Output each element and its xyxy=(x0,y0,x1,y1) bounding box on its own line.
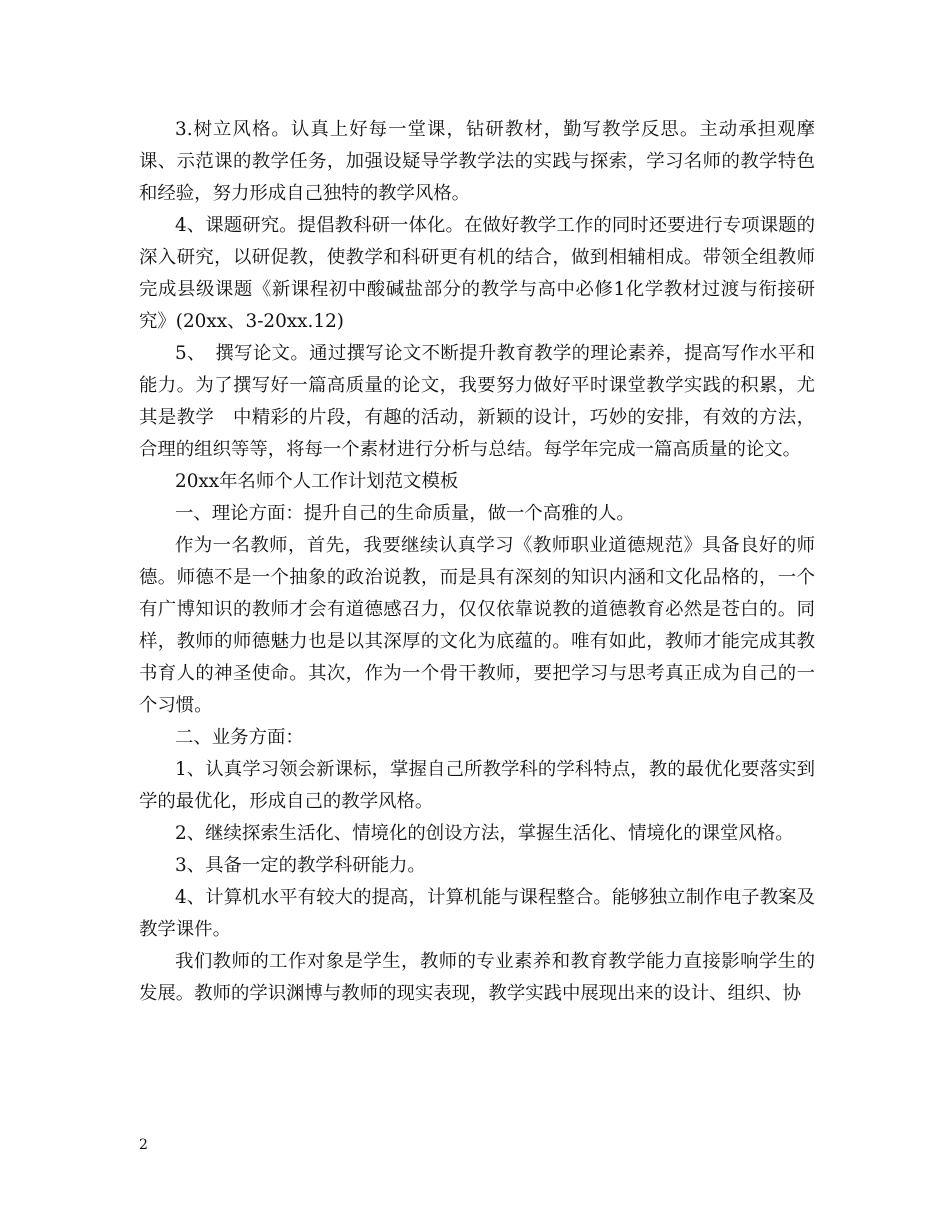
paragraph-papers: 5、 撰写论文。通过撰写论文不断提升教育教学的理论素养，提高写作水平和能力。为了撰写好一篇高质量的论文，我要努力做好平时课堂教学实践的积累，尤其是教学 中精彩的片段，有趣的活动，新颖的设计，巧妙的安排，有效的方法，合理的组织等等，将每一个素材进行分析与总结。每学年完成一篇高质量的论文。 xyxy=(139,343,815,460)
heading-theory: 一、理论方面：提升自己的生命质量，做一个高雅的人。 xyxy=(175,503,635,524)
paragraph-research: 4、课题研究。提倡教科研一体化。在做好教学工作的同时还要进行专项课题的深入研究，以研促教，使教学和科研更有机的结合，做到相辅相成。带领全组教师完成县级课题《新课程初中酸碱盐部分的教学与高中必修1化学教材过渡与衔接研究》(20xx、3-20xx.12) xyxy=(139,215,815,332)
heading-business: 二、业务方面： xyxy=(175,727,304,748)
document-body xyxy=(139,114,815,1010)
paragraph-ethics: 作为一名教师，首先，我要继续认真学习《教师职业道德规范》具备良好的师德。师德不是一个抽象的政治说教，而是具有深刻的知识内涵和文化品格的，一个有广博知识的教师才会有道德感召力，仅仅依靠说教的道德教育必然是苍白的。同样，教师的师德魅力也是以其深厚的文化为底蕴的。唯有如此，教师才能完成其教书育人的神圣使命。其次，作为一个骨干教师，要把学习与思考真正成为自己的一个习惯。 xyxy=(139,535,815,716)
section-title: 20xx年名师个人工作计划范文模板 xyxy=(175,471,459,492)
paragraph-style: 3.树立风格。认真上好每一堂课，钻研教材，勤写教学反思。主动承担观摩课、示范课的教学任务，加强设疑导学教学法的实践与探索，学习名师的教学特色和经验，努力形成自己独特的教学风格。 xyxy=(139,119,815,204)
paragraph-students: 我们教师的工作对象是学生，教师的专业素养和教育教学能力直接影响学生的发展。教师的学识渊博与教师的现实表现，教学实践中展现出来的设计、组织、协 xyxy=(139,951,815,1004)
list-item-computer: 4、计算机水平有较大的提高，计算机能与课程整合。能够独立制作电子教案及教学课件。 xyxy=(139,887,815,940)
page-number: 2 xyxy=(139,1137,148,1153)
list-item-research-ability: 3、具备一定的教学科研能力。 xyxy=(175,855,426,876)
list-item-method: 2、继续探索生活化、情境化的创设方法，掌握生活化、情境化的课堂风格。 xyxy=(175,823,794,844)
list-item-curriculum: 1、认真学习领会新课标，掌握自己所教学科的学科特点，教的最优化要落实到学的最优化，形成自己的教学风格。 xyxy=(139,759,815,812)
